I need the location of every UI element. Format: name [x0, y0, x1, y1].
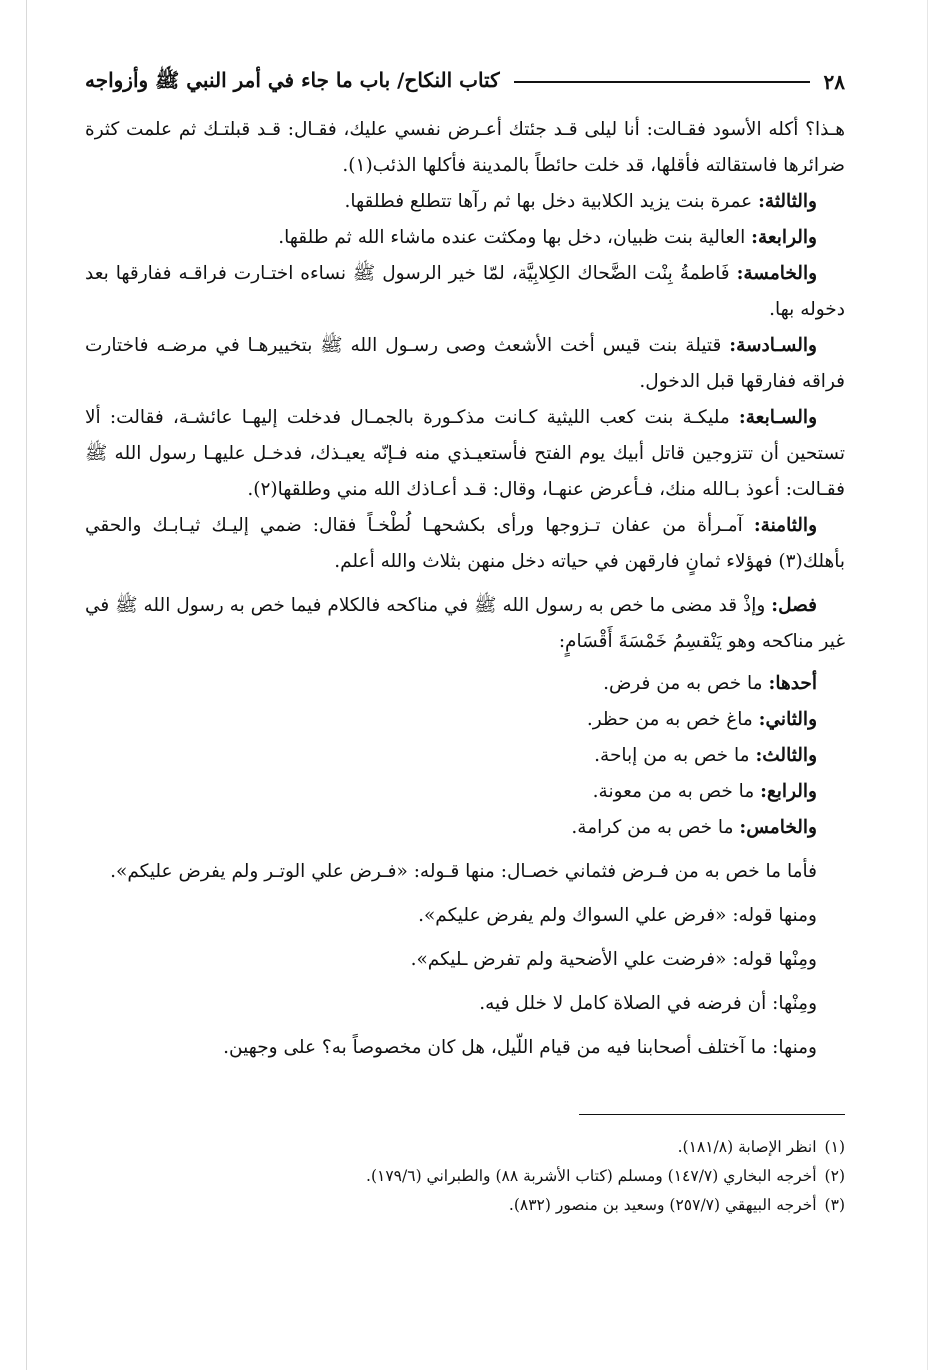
paragraph-label: والخامسة:	[736, 263, 818, 284]
list-item-text: ما خص به من إباحة.	[594, 745, 756, 766]
paragraph-label: والثامنة:	[753, 515, 817, 536]
paragraph-text: مليكـة بنت كعب الليثية كـانت مذكـورة بالجمـال فدخلت إليهـا عائشـة، فقالت: ألا تستحين أن تتزوجين قاتل أبيك يوم الفتح فأستعيـذي منه فـإنّه يعيـذك، فدخـل عليهـا رسول الله ﷺ فقـالت: أعوذ بـالله منك، فـأعرض عنهـا، وقال: قـد أعـاذك الله مني وطلقها(٢).	[85, 407, 845, 500]
paragraph-text: هـذا؟ أكله الأسود فقـالت: أنا ليلى قـد جئتك أعـرض نفسي عليك، فقـال: قـد قبلتـك ثم علمت كثرة ضرائرها فاستقالته فأقلها، قد خلت حائطاً بالمدينة فأكلها الذئب(١).	[85, 119, 845, 176]
paragraph-text: وإذْ قد مضى ما خص به رسول الله ﷺ في مناكحه فالكلام فيما خص به رسول الله ﷺ في غير مناكحه وهو يَنْقسِمُ خَمْسَةَ أَقْسَامٍ:	[85, 595, 845, 652]
list-item-label: والخامس:	[739, 817, 817, 838]
main-text	[85, 112, 845, 1066]
paragraph-third-wife	[85, 184, 845, 220]
scan-edge-left	[26, 0, 27, 1370]
paragraph-label: والثالثة:	[758, 191, 817, 212]
footnote-number: (١)	[824, 1138, 845, 1156]
paragraph-eighth-wife	[85, 508, 845, 580]
list-item-text: ما خص به من معونة.	[592, 781, 761, 802]
list-item	[85, 738, 845, 774]
sections-list	[85, 666, 845, 846]
footnote	[85, 1162, 845, 1191]
list-item	[85, 810, 845, 846]
paragraph-intro	[85, 112, 845, 184]
footnote	[85, 1191, 845, 1220]
paragraph-fourth-wife	[85, 220, 845, 256]
footnote-text: أخرجه البيهقي (٢٥٧/٧) وسعيد بن منصور (٨٣٢).	[508, 1196, 817, 1214]
page-number: ٢٨	[823, 70, 845, 94]
paragraph-qiyam: ومنها: ما آختلف أصحابنا فيه من قيام اللّيل، هل كان مخصوصاً به؟ على وجهين.	[223, 1037, 817, 1058]
paragraph-label: فصل:	[771, 595, 817, 616]
paragraph-text: عمرة بنت يزيد الكلابية دخل بها ثم رآها تتطلع فطلقها.	[344, 191, 759, 212]
list-item	[85, 774, 845, 810]
paragraph-seventh-wife	[85, 400, 845, 508]
paragraph-salah: ومِنْها: أن فرضه في الصلاة كامل لا خلل فيه.	[479, 993, 817, 1014]
list-item-text: ما خص به من كرامة.	[571, 817, 740, 838]
paragraph-fasl	[85, 588, 845, 660]
running-header	[85, 60, 845, 104]
list-item	[85, 666, 845, 702]
list-item-label: والرابع:	[760, 781, 817, 802]
list-item-label: والثالث:	[755, 745, 817, 766]
footnote-separator	[579, 1114, 845, 1115]
running-title: كتاب النكاح/ باب ما جاء في أمر النبي ﷺ وأزواجه	[85, 67, 500, 92]
paragraph-siwak: ومنها قوله: «فرض علي السواك ولم يفرض عليكم».	[418, 905, 817, 926]
list-item-label: أحدها:	[768, 673, 817, 694]
paragraph-text: العالية بنت ظبيان، دخل بها ومكثت عنده ماشاء الله ثم طلقها.	[278, 227, 752, 248]
footnote-text: أخرجه البخاري (١٤٧/٧) ومسلم (كتاب الأشربة ٨٨) والطبراني (١٧٩/٦).	[366, 1167, 817, 1185]
paragraph-fifth-wife	[85, 256, 845, 328]
paragraph-sixth-wife	[85, 328, 845, 400]
list-item-text: ما خص به من فرض.	[603, 673, 769, 694]
paragraph-label: والسـادسة:	[729, 335, 817, 356]
footnote-number: (٣)	[824, 1196, 845, 1214]
book-page	[85, 60, 845, 1320]
paragraph-udhiyah: ومِنْها قوله: «فرضت علي الأضحية ولم تفرض ـليكم».	[410, 949, 817, 970]
paragraph-label: والسـابعة:	[738, 407, 817, 428]
paragraph-text: آمـرأة من عفان تـزوجها ورأى بكشحهـا لُطْخـاً فقال: ضمي إليـك ثيـابـك والحقي بأهلك(٣) فهؤلاء ثمانٍ فارقهن في حياته دخل منهن بثلاث والله أعلم.	[85, 515, 845, 572]
footnotes	[85, 1133, 845, 1220]
list-item-text: ماغ خص به من حظر.	[586, 709, 759, 730]
paragraph-label: والرابعة:	[751, 227, 817, 248]
header-rule	[514, 81, 810, 83]
list-item-label: والثاني:	[758, 709, 817, 730]
footnote-number: (٢)	[824, 1167, 845, 1185]
footnote	[85, 1133, 845, 1162]
paragraph-text: قتيلة بنت قيس أخت الأشعث وصى رسـول الله ﷺ بتخييرهـا في مرضـه فاختارت فراقه ففارقها قبل الدخول.	[85, 335, 845, 392]
paragraph-obligations: فأما ما خص به من فـرض فثماني خصـال: منها قـوله: «فـرض علي الوتـر ولم يفرض عليكم».	[110, 861, 817, 882]
list-item	[85, 702, 845, 738]
footnote-text: انظر الإصابة (١٨١/٨).	[677, 1138, 817, 1156]
paragraph-text: فَاطمةُ بِنْت الضَّحاك الكِلابِيَّة، لمّا خير الرسول ﷺ نساءه اختـارت فراقـه ففارقها بعد دخوله بها.	[85, 263, 845, 320]
scan-edge-right	[927, 0, 928, 1370]
